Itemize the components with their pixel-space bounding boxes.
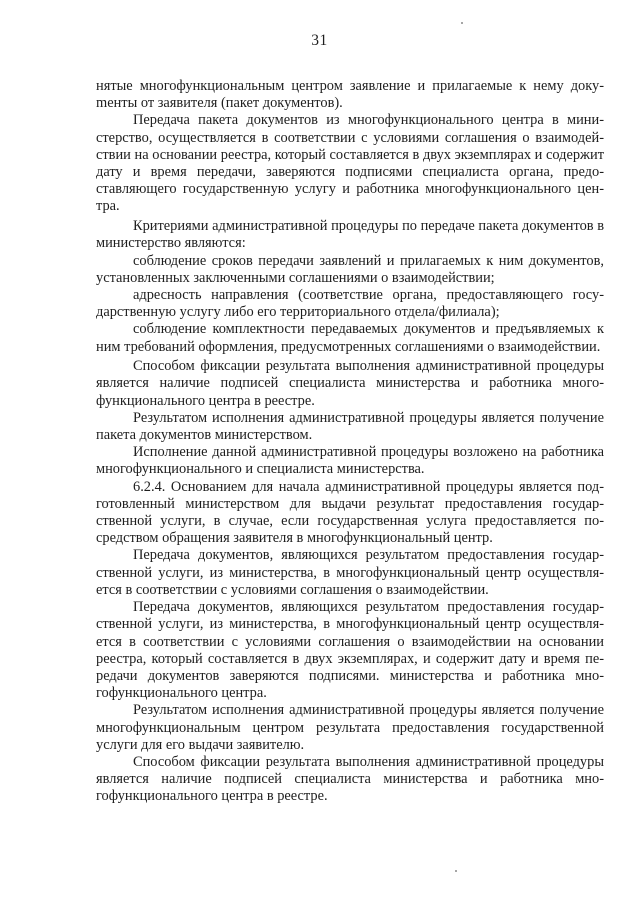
paragraph: нятые многофункциональным центром заявление и прилагаемые к нему докуmенты от заявителя (пакет документов). [96, 78, 604, 112]
page-number: 31 [311, 32, 328, 49]
scan-speck [461, 22, 463, 24]
paragraph: Способом фиксации результата выполнения административной процедуры является наличие подписей специалиста министерства и работника многофункционального центра в реестре. [96, 753, 604, 805]
paragraph: адресность направления (соответствие органа, предоставляющего государственную услугу либо его территориального отдела/филиала); [96, 286, 604, 321]
paragraph: Передача документов, являющихся результатом предоставления государственной услуги, из министерства, в многофункциональный центр осуществляется в соответствии с условиями соглашения о взаимодействии. [96, 547, 604, 598]
paragraph: Передача пакета документов из многофункционального центра в министерство, осуществляется в соответствии с условиями соглашения о взаимодействии на основании реестра, который составляется в двух экземплярах и содержит дату и время передачи, заверяются подписями специалиста органа, предоставляющего государственную услугу и работника многофункционального центра. [96, 112, 604, 215]
page-body [96, 78, 604, 806]
paragraph: соблюдение сроков передачи заявлений и прилагаемых к ним документов, установленных заключенными соглашениями о взаимодействии; [96, 252, 604, 286]
scan-speck [455, 870, 457, 872]
paragraph: Критериями административной процедуры по передаче пакета документов в министерство являются: [96, 218, 604, 252]
paragraph: Исполнение данной административной процедуры возложено на работника многофункционального и специалиста министерства. [96, 444, 604, 478]
paragraph: Способом фиксации результата выполнения административной процедуры является наличие подписей специалиста министерства и работника многофункционального центра в реестре. [96, 358, 604, 409]
paragraph: Результатом исполнения административной процедуры является получение многофункциональным центром результата предоставления государственной услуги для его выдачи заявителю. [96, 702, 604, 753]
paragraph: Результатом исполнения административной процедуры является получение пакета документов министерством. [96, 409, 604, 444]
paragraph: соблюдение комплектности передаваемых документов и предъявляемых к ним требований оформления, предусмотренных соглашениями о взаимодействии. [96, 321, 604, 355]
paragraph: 6.2.4. Основанием для начала административной процедуры является подготовленный министерством для выдачи результат предоставления государственной услуги, в случае, если государственная услуга предоставляется посредством обращения заявителя в многофункциональный центр. [96, 478, 604, 547]
paragraph: Передача документов, являющихся результатом предоставления государственной услуги, из министерства, в многофункциональный центр осуществляется в соответствии с условиями соглашения о взаимодействии на основании реестра, который составляется в двух экземплярах, и содержит дату и время передачи документов заверяются подписями. министерства и работника многофункционального центра. [96, 599, 604, 702]
